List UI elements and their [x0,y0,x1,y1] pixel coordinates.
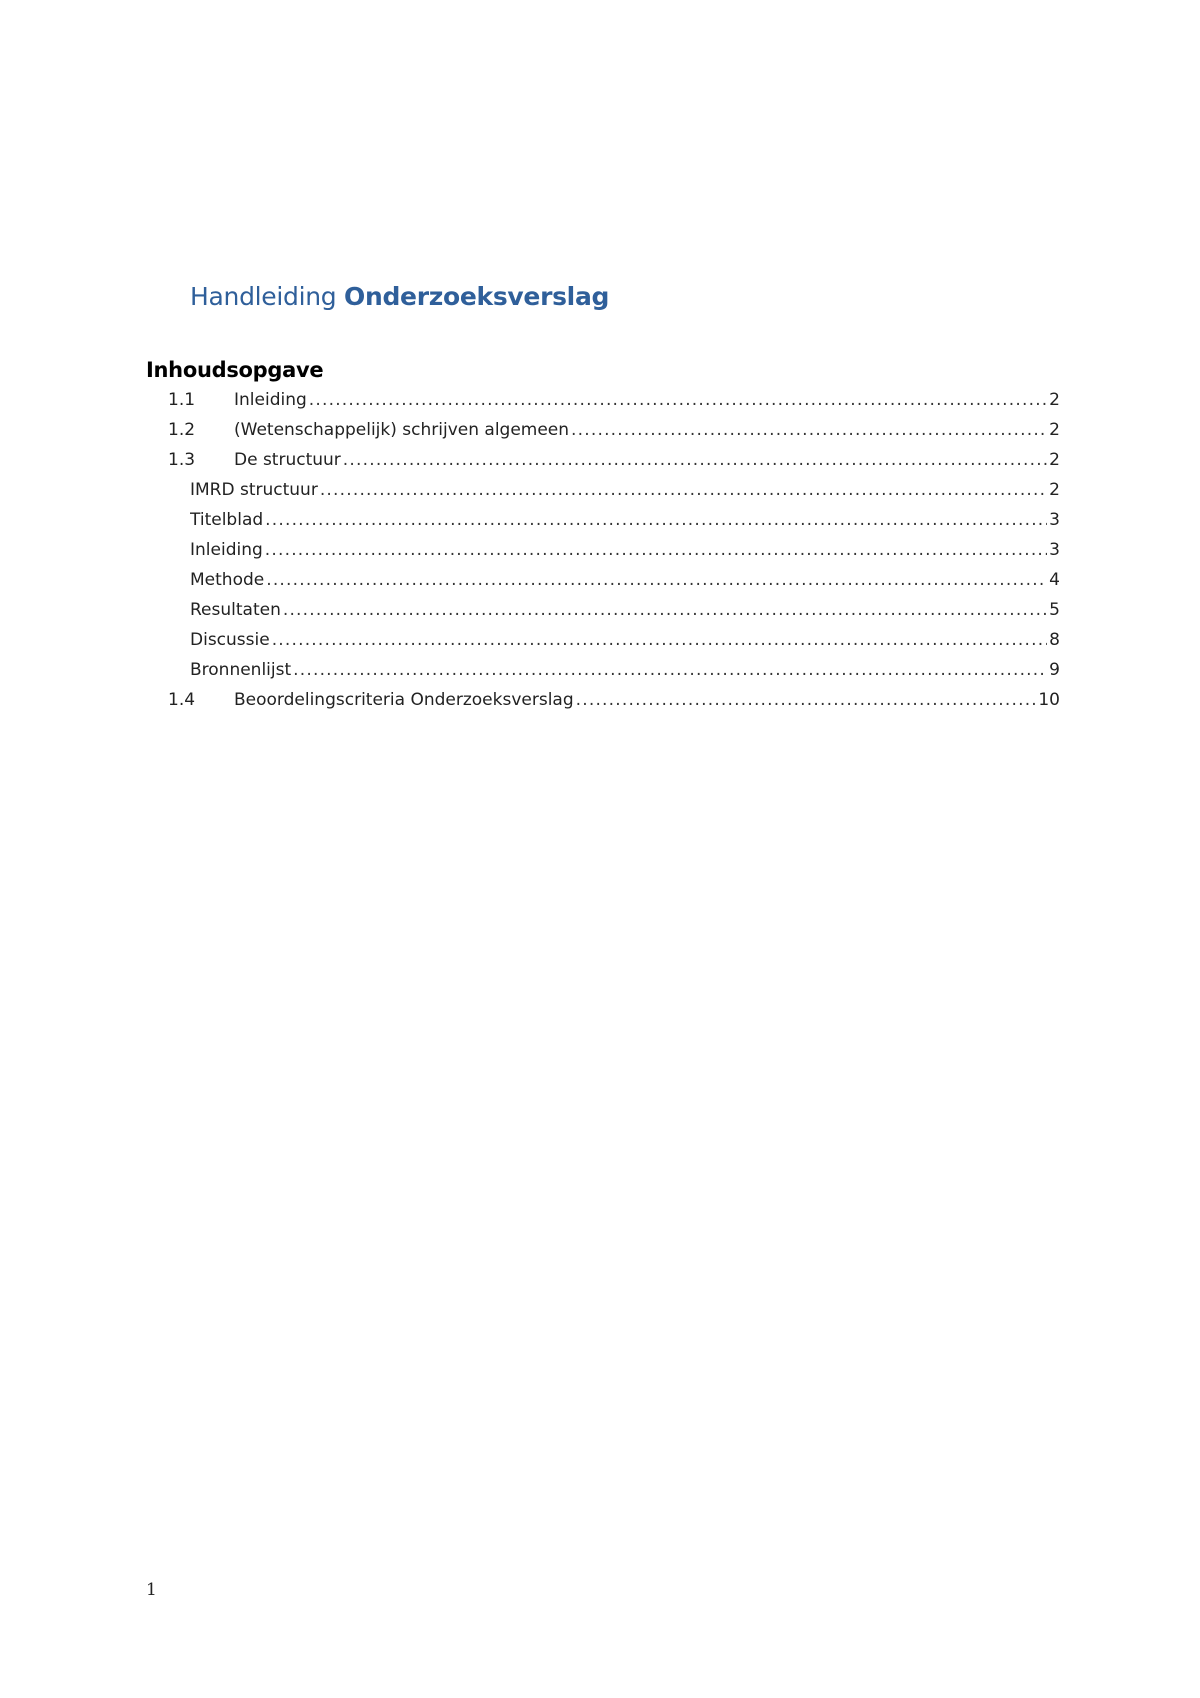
toc-entry-text: IMRD structuur [190,480,318,500]
toc-entry[interactable] [190,660,1060,688]
toc-entry[interactable] [168,390,1060,418]
toc-entry-number: 1.3 [168,450,196,470]
toc-entry[interactable] [190,540,1060,568]
toc-entry-page: 2 [1049,420,1060,440]
toc-entry-text: Beoordelingscriteria Onderzoeksverslag [234,690,574,710]
toc-dot-leader [320,480,1047,500]
toc-dot-leader [309,390,1047,410]
toc-entry-page: 2 [1049,390,1060,410]
toc-dot-leader [343,450,1047,470]
document-title-part2: Onderzoeksverslag [344,282,610,311]
toc-entry-page: 9 [1049,660,1060,680]
toc-entry-page: 3 [1049,540,1060,560]
toc-entry-number: 1.2 [168,420,196,440]
toc-entry-text: De structuur [234,450,341,470]
toc-entry-number: 1.4 [168,690,196,710]
toc-entry-text: Resultaten [190,600,281,620]
toc-entry[interactable] [190,480,1060,508]
toc-entry-page: 5 [1049,600,1060,620]
toc-entry-text: Titelblad [190,510,264,530]
toc-entry-page: 4 [1049,570,1060,590]
toc-entry-text: (Wetenschappelijk) schrijven algemeen [234,420,570,440]
toc-entry[interactable] [168,690,1060,718]
toc-dot-leader [266,570,1047,590]
toc-dot-leader [265,510,1047,530]
toc-dot-leader [272,630,1047,650]
toc-entry[interactable] [190,630,1060,658]
toc-entry-page: 8 [1049,630,1060,650]
toc-entry-text: Inleiding [234,390,307,410]
document-title [190,282,609,311]
toc-dot-leader [293,660,1047,680]
toc-entry-page: 2 [1049,450,1060,470]
toc-dot-leader [576,690,1037,710]
toc-entry[interactable] [190,570,1060,598]
toc-entry-page: 10 [1038,690,1060,710]
toc-entry-text: Discussie [190,630,270,650]
page-number: 1 [146,1580,157,1600]
toc-heading: Inhoudsopgave [146,358,324,382]
toc-entry-text: Bronnenlijst [190,660,292,680]
toc-entry[interactable] [190,510,1060,538]
document-title-part1: Handleiding [190,282,337,311]
toc-dot-leader [283,600,1047,620]
toc-entry-number: 1.1 [168,390,196,410]
toc-dot-leader [265,540,1047,560]
toc-entry-text: Methode [190,570,265,590]
toc-dot-leader [571,420,1047,440]
toc-entry[interactable] [168,420,1060,448]
toc-entry[interactable] [168,450,1060,478]
toc-entry-text: Inleiding [190,540,263,560]
toc-entry-page: 3 [1049,510,1060,530]
toc-entry-page: 2 [1049,480,1060,500]
toc-entry[interactable] [190,600,1060,628]
